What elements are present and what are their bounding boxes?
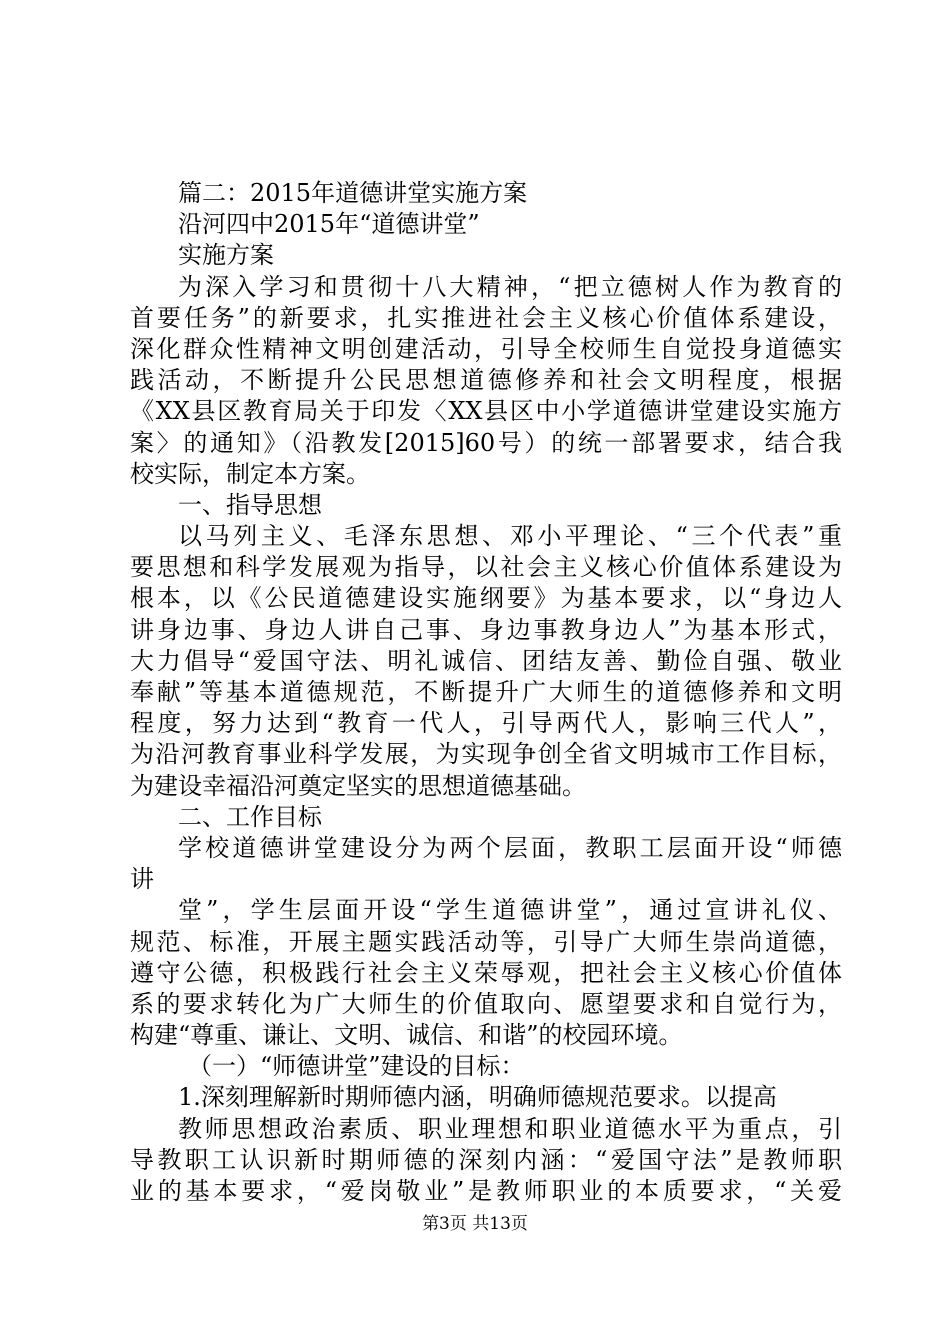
text-line: 沿河四中2015年“道德讲堂” xyxy=(178,210,480,239)
text-line: 导教职工认识新时期师德的深刻内涵：“爱国守法”是教师职 xyxy=(130,1145,842,1174)
text-line: 实施方案 xyxy=(178,241,274,270)
text-line: 讲身边事、身边人讲自己事、身边事教身边人”为基本形式， xyxy=(130,615,842,644)
text-line: 程度，努力达到“教育一代人，引导两代人，影响三代人”， xyxy=(130,709,842,738)
text-line: 一、指导思想 xyxy=(178,490,322,519)
text-line: 二、工作目标 xyxy=(178,802,322,831)
text-line: 以马列主义、毛泽东思想、邓小平理论、“三个代表”重 xyxy=(178,522,842,551)
page-footer xyxy=(0,1212,950,1236)
text-line: 为沿河教育事业科学发展，为实现争创全省文明城市工作目标， xyxy=(130,740,842,769)
text-line: 深化群众性精神文明创建活动，引导全校师生自觉投身道德实 xyxy=(130,334,842,363)
text-line: 《XX县区教育局关于印发〈XX县区中小学道德讲堂建设实施方 xyxy=(130,397,842,426)
text-line: 教师思想政治素质、职业理想和职业道德水平为重点，引 xyxy=(178,1114,842,1143)
text-line: （一）“师德讲堂”建设的目标： xyxy=(188,1052,525,1081)
text-line: 案〉的通知》（沿教发[2015]60号）的统一部署要求，结合我 xyxy=(130,428,842,457)
text-line: 业的基本要求，“爱岗敬业”是教师职业的本质要求，“关爱 xyxy=(130,1177,842,1205)
text-line: 1.深刻理解新时期师德内涵，明确师德规范要求。以提高 xyxy=(178,1083,777,1112)
text-line: 大力倡导“爱国守法、明礼诚信、团结友善、勤俭自强、敬业 xyxy=(130,646,842,675)
text-line: 规范、标准，开展主题实践活动等，引导广大师生崇尚道德， xyxy=(130,927,842,956)
text-line: 遵守公德，积极践行社会主义荣辱观，把社会主义核心价值体 xyxy=(130,958,842,987)
text-line: 校实际，制定本方案。 xyxy=(130,459,370,488)
text-line: 根本，以《公民道德建设实施纲要》为基本要求，以“身边人 xyxy=(130,584,842,613)
text-line: 奉献”等基本道德规范，不断提升广大师生的道德修养和文明 xyxy=(130,678,842,706)
text-line: 堂”，学生层面开设“学生道德讲堂”，通过宣讲礼仪、 xyxy=(178,896,842,925)
page-number-label: 第3页 共13页 xyxy=(422,1214,528,1234)
text-line: 构建“尊重、谦让、文明、诚信、和谐”的校园环境。 xyxy=(130,1021,683,1050)
text-line: 践活动，不断提升公民思想道德修养和社会文明程度，根据 xyxy=(130,366,842,395)
text-line: 为深入学习和贯彻十八大精神，“把立德树人作为教育的 xyxy=(178,272,842,301)
text-line: 篇二：2015年道德讲堂实施方案 xyxy=(178,179,528,207)
text-line: 讲 xyxy=(130,865,154,894)
text-line: 学校道德讲堂建设分为两个层面，教职工层面开设“师德 xyxy=(178,833,842,862)
text-line: 要思想和科学发展观为指导，以社会主义核心价值体系建设为 xyxy=(130,553,842,582)
text-line: 为建设幸福沿河奠定坚实的思想道德基础。 xyxy=(130,771,586,800)
document-body xyxy=(130,178,842,1207)
text-line: 首要任务”的新要求，扎实推进社会主义核心价值体系建设， xyxy=(130,303,842,332)
text-line: 系的要求转化为广大师生的价值取向、愿望要求和自觉行为， xyxy=(130,989,842,1018)
